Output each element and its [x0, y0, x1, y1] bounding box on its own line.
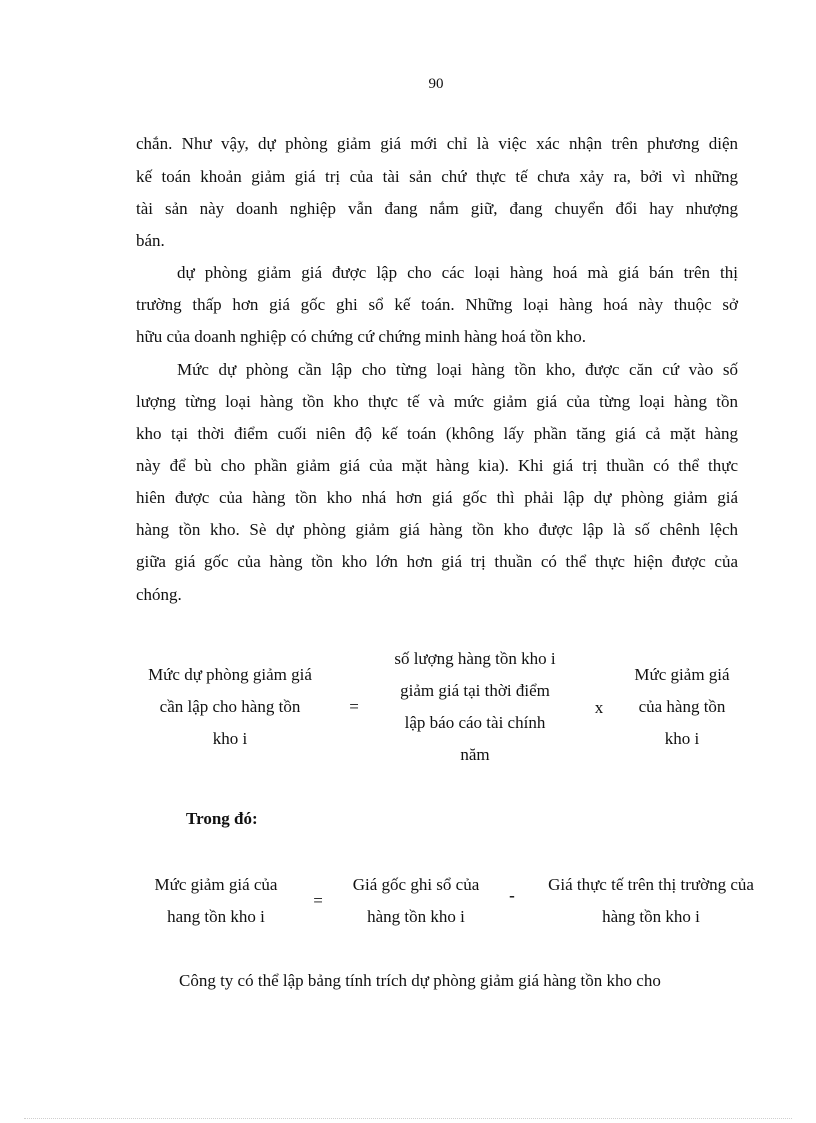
formula2-right-line: hàng tồn kho i — [602, 907, 700, 926]
formula1-middle-line: năm — [460, 745, 490, 764]
section-heading: Trong đó: — [186, 809, 258, 828]
formula1-multiply-sign: x — [594, 698, 604, 717]
formula2-right-line: Giá thực tế trên thị trường của — [548, 875, 754, 894]
closing-sentence: Công ty có thể lập bảng tính trích dự phòng giảm giá hàng tồn kho cho — [179, 971, 661, 990]
paragraph-1-line-1: chắn. Như vậy, dự phòng giảm giá mới chỉ là việc xác nhận trên phương diện — [136, 134, 738, 153]
formula2-equals-sign: = — [313, 891, 323, 910]
formula1-left-term — [130, 659, 330, 755]
formula1-right-line: kho i — [664, 729, 700, 748]
paragraph-2-line-1: dự phòng giảm giá được lập cho các loại hàng hoá mà giá bán trên thị — [177, 263, 738, 282]
paragraph-1-line-2: kế toán khoản giảm giá trị của tài sản chứ thực tế chưa xảy ra, bởi vì những — [136, 167, 738, 186]
formula2-right-term — [528, 869, 774, 933]
formula1-left-line: cần lập cho hàng tồn — [159, 697, 301, 716]
formula1-middle-term — [370, 643, 580, 771]
paragraph-1-line-4: bán. — [136, 231, 165, 250]
paragraph-3-line-3: kho tại thời điểm cuối niên độ kế toán (không lấy phần tăng giá cả mặt hàng — [136, 424, 738, 443]
paragraph-3-line-2: lượng từng loại hàng tồn kho thực tế và mức giảm giá của từng loại hàng tồn — [136, 392, 738, 411]
formula2-middle-line: Giá gốc ghi sổ của — [352, 875, 480, 894]
formula2-minus-sign: - — [509, 886, 515, 905]
paragraph-3-line-4: này để bù cho phần giảm giá của mặt hàng kia). Khi giá trị thuần có thể thực — [136, 456, 738, 475]
paragraph-3-line-8: chóng. — [136, 585, 182, 604]
formula1-right-line: của hàng tồn — [638, 697, 726, 716]
formula1-middle-line: số lượng hàng tồn kho i — [394, 649, 556, 668]
paragraph-3-line-7: giữa giá gốc của hàng tồn kho lớn hơn giá trị thuần có thể thực hiện được của — [136, 552, 738, 571]
formula2-left-line: hang tồn kho i — [167, 907, 265, 926]
page-bottom-border — [24, 1118, 792, 1119]
paragraph-3-line-5: hiên được của hàng tồn kho nhá hơn giá gốc thì phải lập dự phòng giảm giá — [136, 488, 738, 507]
formula1-equals-sign: = — [349, 697, 359, 716]
paragraph-3-line-1: Mức dự phòng cần lập cho từng loại hàng tồn kho, được căn cứ vào số — [177, 360, 738, 379]
paragraph-1-line-3: tài sản này doanh nghiệp vẫn đang nắm giữ, đang chuyển đổi hay nhượng — [136, 199, 738, 218]
formula2-left-line: Mức giảm giá của — [154, 875, 278, 894]
page-number: 90 — [428, 76, 444, 92]
formula2-middle-term — [331, 869, 501, 933]
formula1-right-term — [612, 659, 752, 755]
formula1-right-line: Mức giảm giá — [634, 665, 730, 684]
paragraph-2-line-2: trường thấp hơn giá gốc ghi sổ kế toán. Những loại hàng hoá này thuộc sở — [136, 295, 738, 314]
formula1-middle-line: lập báo cáo tài chính — [404, 713, 546, 732]
formula2-left-term — [136, 869, 296, 933]
paragraph-3-line-6: hàng tồn kho. Sè dự phòng giảm giá hàng tồn kho được lập là số chênh lệch — [136, 520, 738, 539]
paragraph-2-line-3: hữu của doanh nghiệp có chứng cứ chứng minh hàng hoá tồn kho. — [136, 327, 586, 346]
formula1-middle-line: giảm giá tại thời điểm — [400, 681, 550, 700]
formula1-left-line: Mức dự phòng giảm giá — [148, 665, 312, 684]
formula1-left-line: kho i — [212, 729, 248, 748]
formula2-middle-line: hàng tồn kho i — [367, 907, 465, 926]
